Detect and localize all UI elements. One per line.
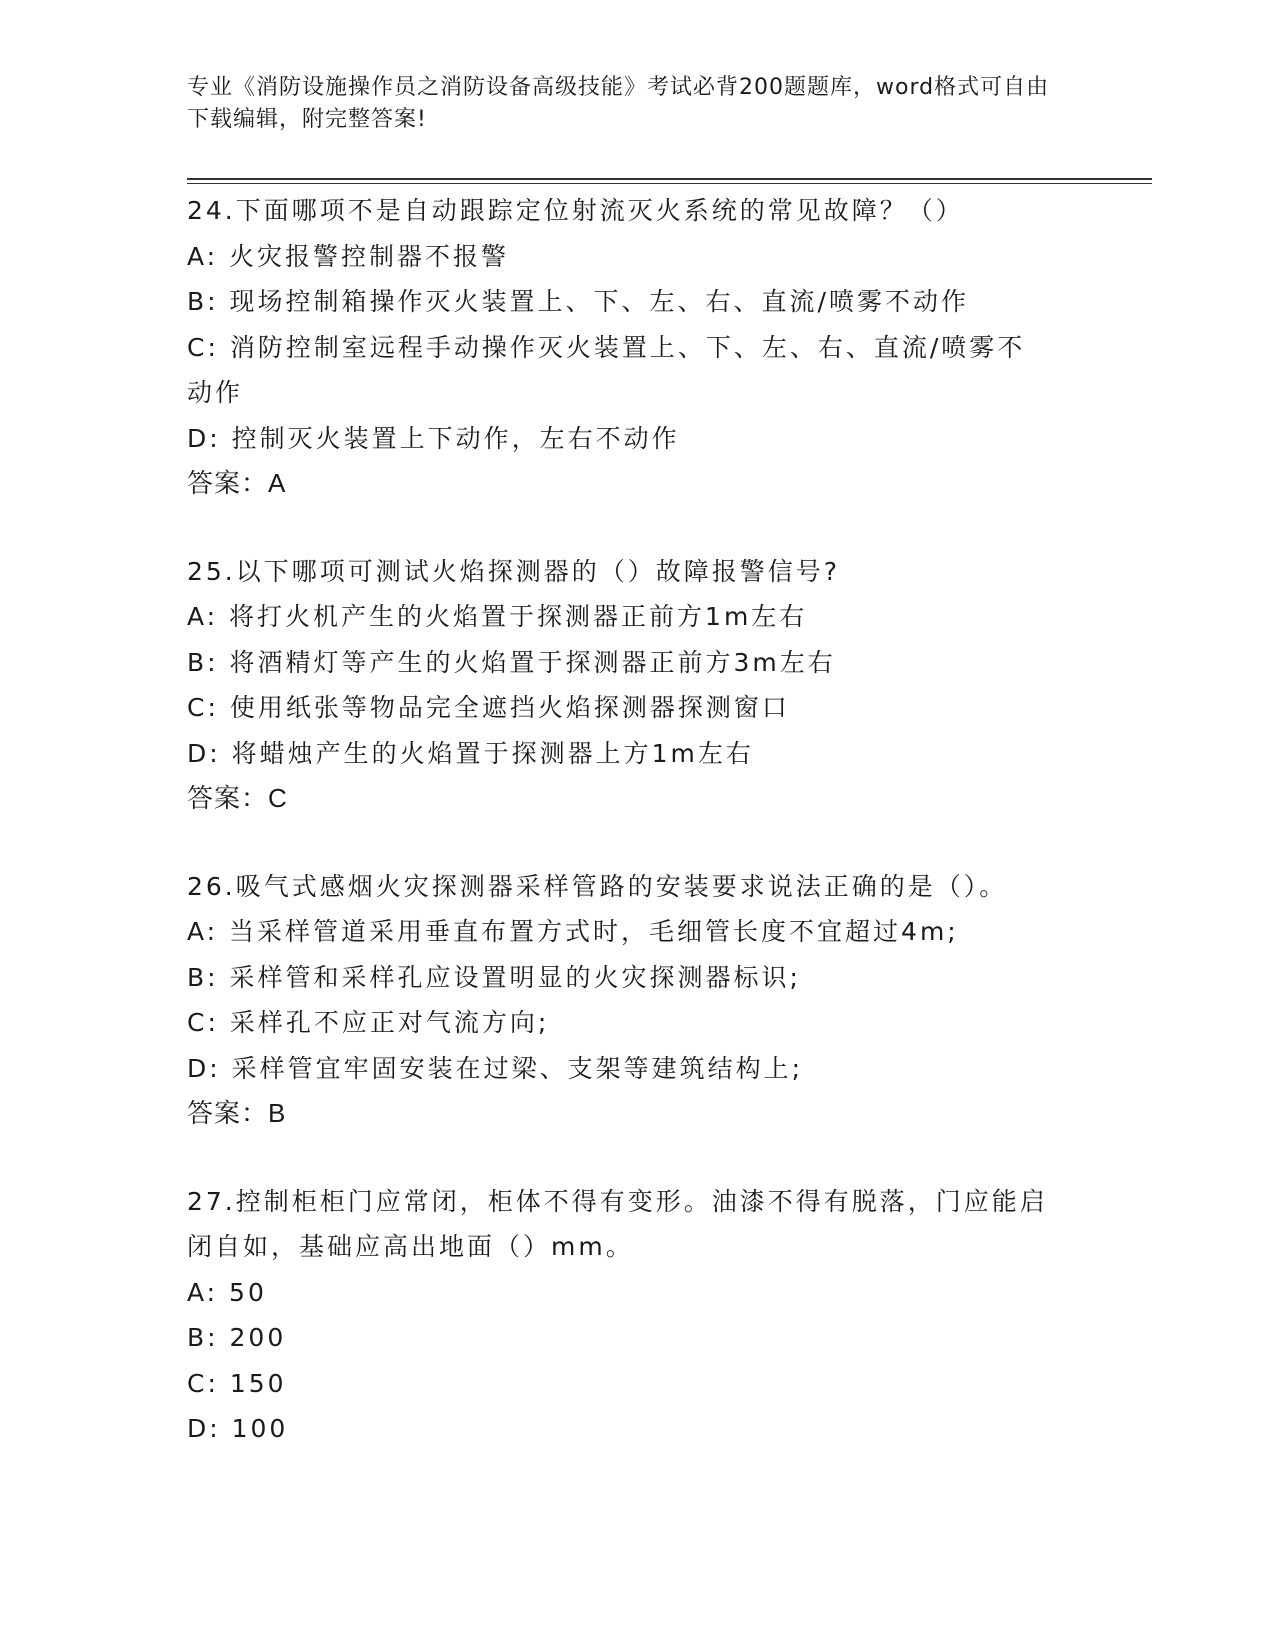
question-25 [187, 549, 1087, 822]
option-a: A: 当采样管道采用垂直布置方式时，毛细管长度不宜超过4m; [187, 917, 959, 946]
answer: 答案：A [187, 468, 287, 498]
question-stem: 27.控制柜柜门应常闭，柜体不得有变形。油漆不得有脱落，门应能启闭自如，基础应高出地面（）mm。 [187, 1186, 1048, 1261]
option-d: D: 控制灭火装置上下动作，左右不动作 [187, 423, 680, 453]
question-26 [187, 864, 1087, 1137]
question-list [187, 188, 1087, 1494]
document-header: 专业《消防设施操作员之消防设备高级技能》考试必背200题题库，word格式可自由下载编辑，附完整答案! [187, 75, 1050, 132]
option-c: C: 采样孔不应正对气流方向; [187, 1008, 550, 1037]
option-b: B: 200 [187, 1323, 287, 1352]
option-d: D: 将蜡烛产生的火焰置于探测器上方1m左右 [187, 738, 754, 768]
question-27 [187, 1179, 1087, 1452]
option-b: B: 将酒精灯等产生的火焰置于探测器正前方3m左右 [187, 647, 836, 677]
option-a: A: 将打火机产生的火焰置于探测器正前方1m左右 [187, 602, 808, 631]
option-c: C: 150 [187, 1368, 287, 1398]
option-a: A: 火灾报警控制器不报警 [187, 241, 510, 271]
option-b: B: 现场控制箱操作灭火装置上、下、左、右、直流/喷雾不动作 [187, 287, 969, 316]
option-d: D: 采样管宜牢固安装在过梁、支架等建筑结构上; [187, 1053, 804, 1083]
question-stem: 25.以下哪项可测试火焰探测器的（）故障报警信号? [187, 556, 841, 586]
answer: 答案：C [187, 783, 288, 813]
question-stem: 26.吸气式感烟火灾探测器采样管路的安装要求说法正确的是（）。 [187, 871, 1008, 901]
question-24 [187, 188, 1087, 507]
option-c: C: 消防控制室远程手动操作灭火装置上、下、左、右、直流/喷雾不 [187, 332, 1026, 362]
answer: 答案：B [187, 1098, 287, 1128]
option-b: B: 采样管和采样孔应设置明显的火灾探测器标识; [187, 962, 801, 992]
option-c: C: 使用纸张等物品完全遮挡火焰探测器探测窗口 [187, 693, 790, 722]
question-stem: 24.下面哪项不是自动跟踪定位射流灭火系统的常见故障？（） [187, 196, 964, 225]
header-rule-thin [187, 183, 1152, 184]
option-d: D: 100 [187, 1414, 289, 1443]
option-c-continued: 动作 [187, 378, 244, 407]
header-rule-thick [187, 178, 1152, 180]
option-a: A: 50 [187, 1277, 267, 1307]
